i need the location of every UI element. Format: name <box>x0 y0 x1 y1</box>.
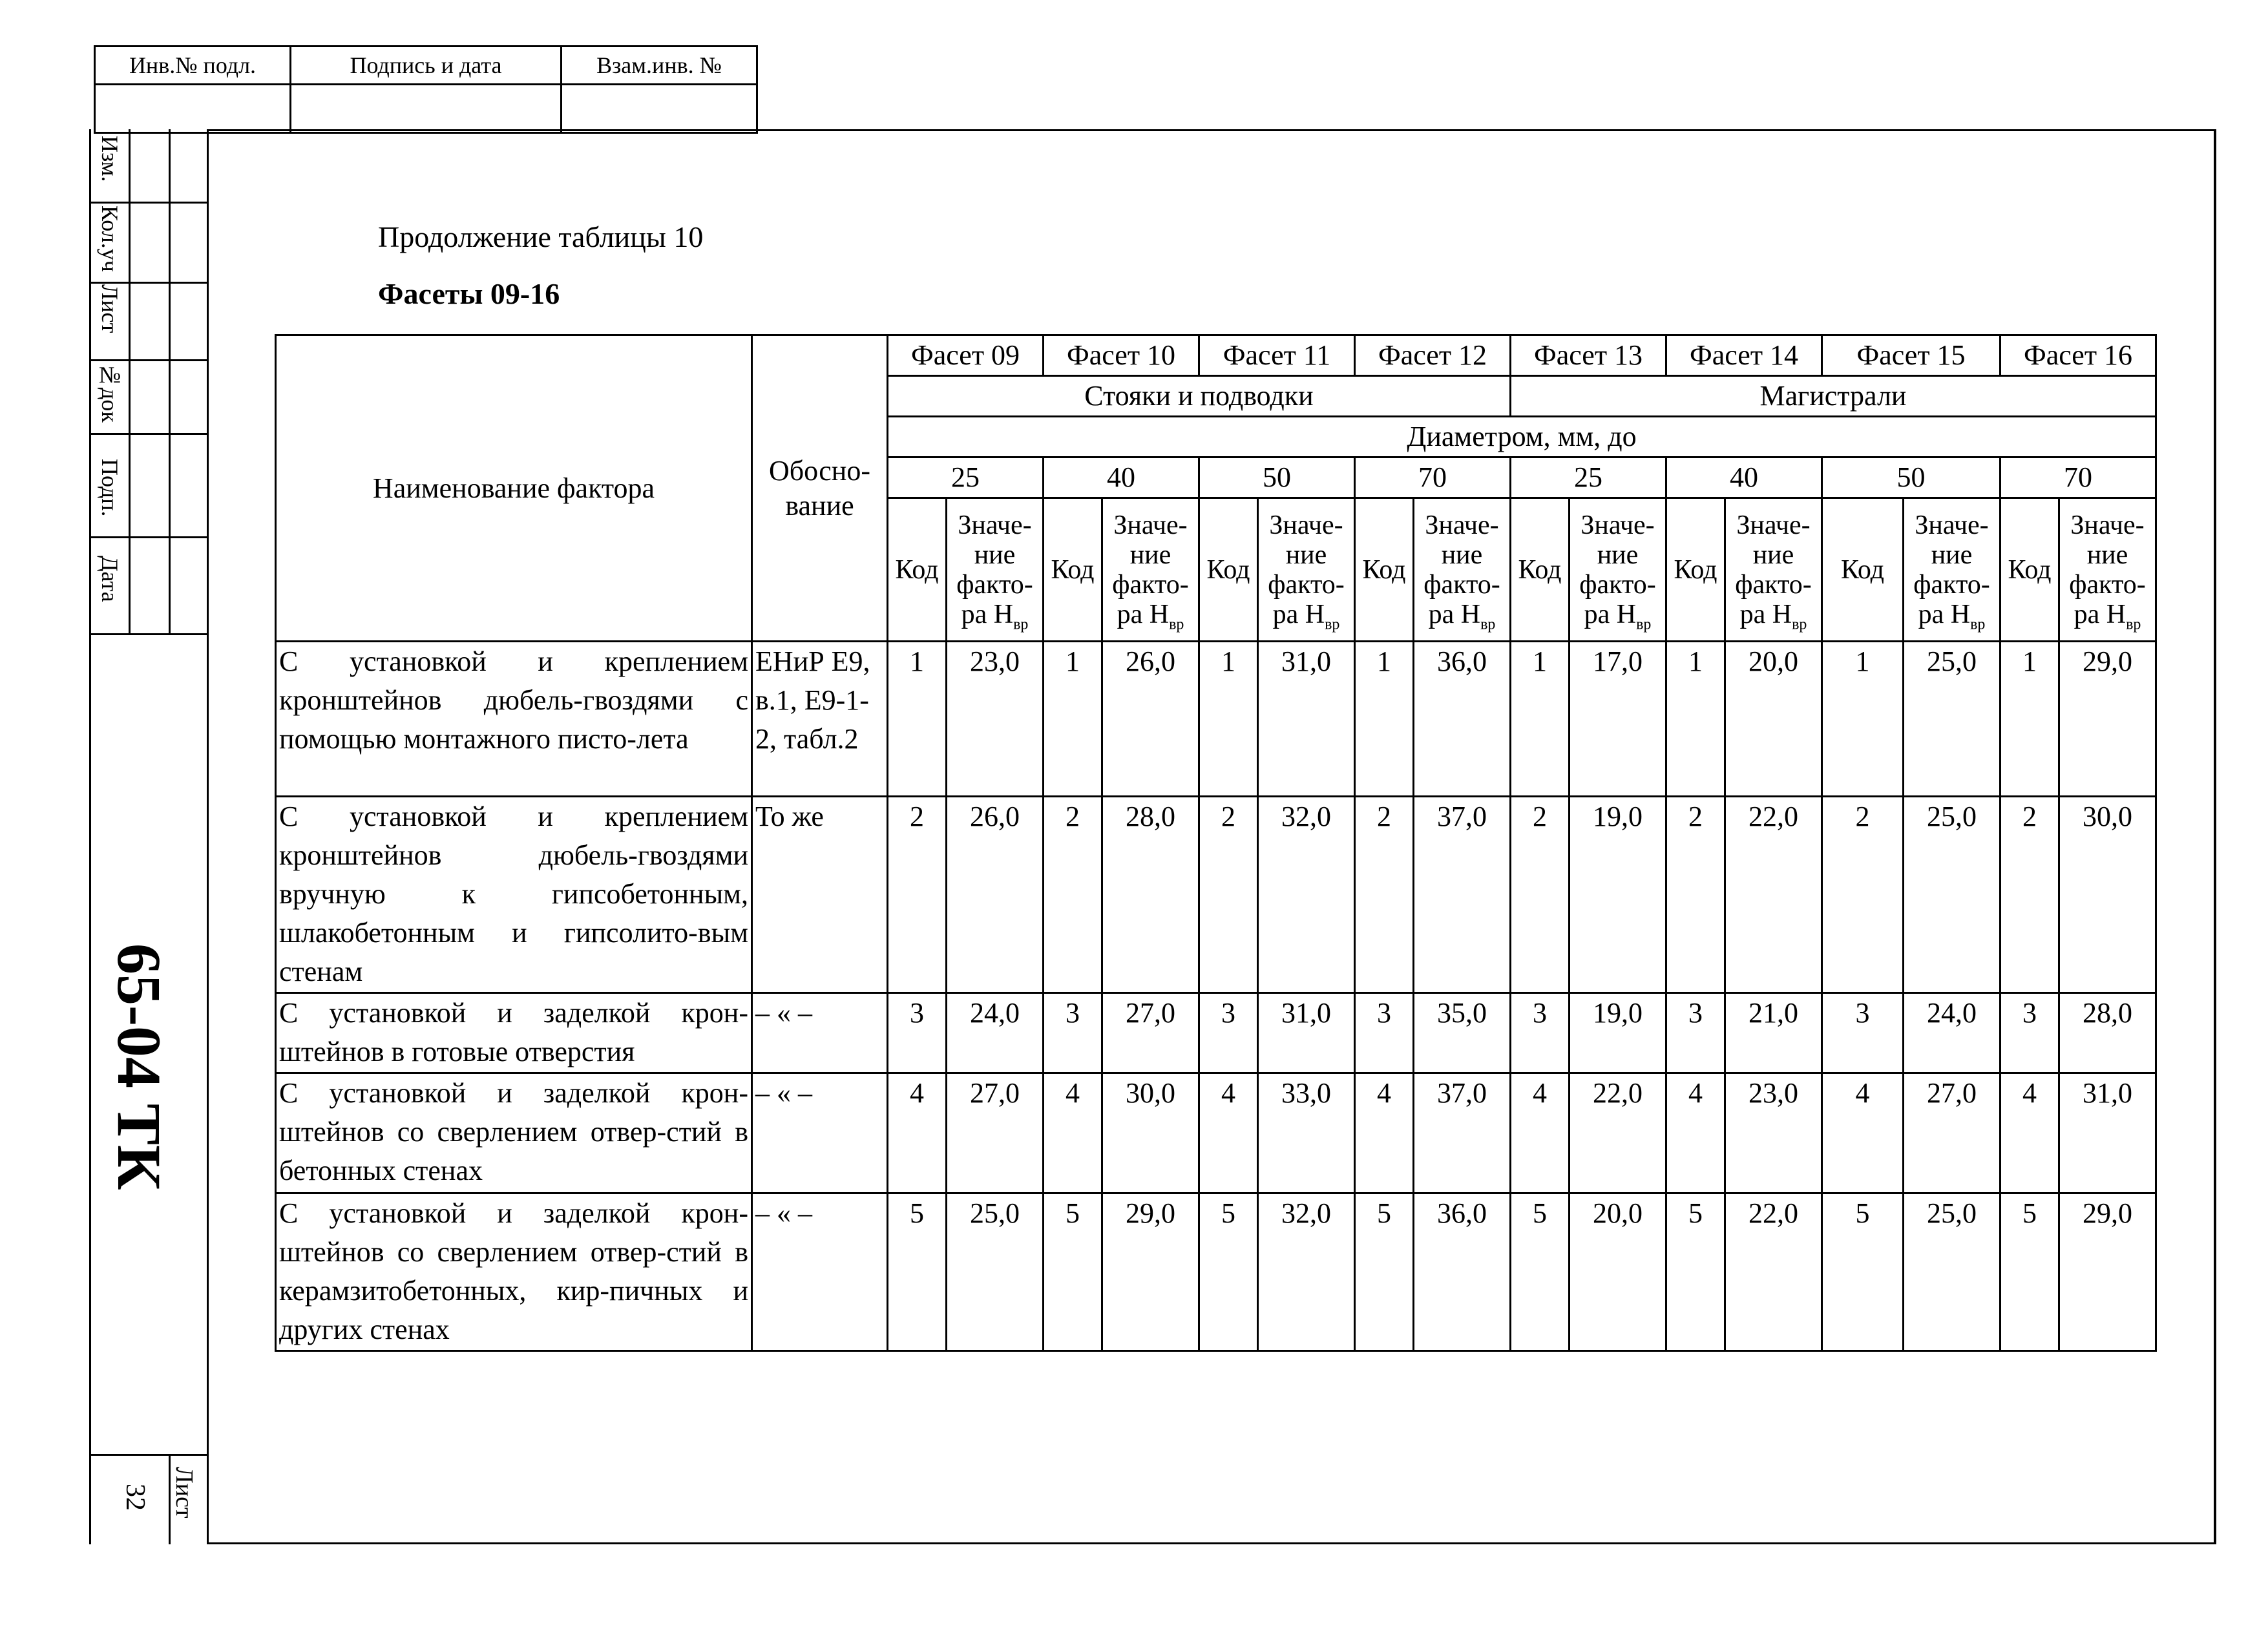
factor-basis: – « – <box>752 993 888 1073</box>
header-diameter-value: 40 <box>1666 457 1822 498</box>
side-divider <box>169 129 171 633</box>
header-code: Код <box>1822 498 1904 642</box>
cell-code: 5 <box>1511 1193 1570 1351</box>
factor-name: С установкой и заделкой крон-штейнов в готовые отверстия <box>276 993 752 1073</box>
header-code: Код <box>1199 498 1258 642</box>
cell-code: 2 <box>1355 797 1414 993</box>
cell-value: 23,0 <box>947 642 1044 797</box>
cell-value: 30,0 <box>1102 1073 1199 1193</box>
header-value: Значе- ние факто- ра $Н_{вр}$ <box>1570 498 1666 642</box>
header-value: Значе- ние факто- ра $Н_{вр}$ <box>947 498 1044 642</box>
header-facet: Фасет 09 <box>888 335 1044 376</box>
cell-value: 32,0 <box>1258 797 1355 993</box>
header-code: Код <box>1355 498 1414 642</box>
factor-basis: То же <box>752 797 888 993</box>
list-label: Лист <box>97 284 123 333</box>
vzam-inv-cell <box>562 85 757 133</box>
cell-code: 3 <box>888 993 947 1073</box>
side-divider <box>91 433 209 435</box>
header-value: Значе- ние факто- ра $Н_{вр}$ <box>2059 498 2156 642</box>
header-code: Код <box>1044 498 1102 642</box>
factor-name: С установкой и заделкой крон-штейнов со сверлением отвер-стий в бетонных стенах <box>276 1073 752 1193</box>
cell-value: 31,0 <box>2059 1073 2156 1193</box>
cell-code: 3 <box>1822 993 1904 1073</box>
kol-uch-label: Кол.уч <box>97 205 123 272</box>
side-divider <box>91 536 209 538</box>
cell-code: 1 <box>2000 642 2059 797</box>
header-value: Значе- ние факто- ра $Н_{вр}$ <box>1904 498 2000 642</box>
cell-value: 31,0 <box>1258 993 1355 1073</box>
cell-value: 26,0 <box>1102 642 1199 797</box>
sheet-number: 32 <box>120 1484 150 1511</box>
header-factor-name: Наименование фактора <box>276 335 752 642</box>
header-facet: Фасет 12 <box>1355 335 1511 376</box>
side-divider <box>91 633 209 635</box>
cell-value: 31,0 <box>1258 642 1355 797</box>
cell-code: 5 <box>1822 1193 1904 1351</box>
factor-name: С установкой и заделкой крон-штейнов со сверлением отвер-стий в керамзитобетонных, кир-пичных и других стенах <box>276 1193 752 1351</box>
header-code: Код <box>2000 498 2059 642</box>
cell-code: 2 <box>1822 797 1904 993</box>
cell-value: 25,0 <box>947 1193 1044 1351</box>
cell-value: 20,0 <box>1570 1193 1666 1351</box>
cell-value: 24,0 <box>1904 993 2000 1073</box>
header-diameter-value: 70 <box>2000 457 2156 498</box>
cell-value: 33,0 <box>1258 1073 1355 1193</box>
table-title: Фасеты 09-16 <box>378 277 560 310</box>
cell-code: 4 <box>1355 1073 1414 1193</box>
cell-value: 28,0 <box>2059 993 2156 1073</box>
header-diameter-value: 40 <box>1044 457 1199 498</box>
cell-value: 35,0 <box>1414 993 1511 1073</box>
cell-value: 27,0 <box>1102 993 1199 1073</box>
header-diameter-value: 70 <box>1355 457 1511 498</box>
cell-code: 1 <box>1044 642 1102 797</box>
cell-code: 3 <box>2000 993 2059 1073</box>
header-diameter-value: 50 <box>1822 457 2000 498</box>
approval-stamp <box>94 45 758 134</box>
cell-value: 29,0 <box>2059 642 2156 797</box>
podp-label: Подп. <box>97 459 123 517</box>
side-divider <box>91 202 209 204</box>
cell-value: 25,0 <box>1904 1193 2000 1351</box>
cell-value: 28,0 <box>1102 797 1199 993</box>
cell-code: 5 <box>1044 1193 1102 1351</box>
cell-code: 4 <box>2000 1073 2059 1193</box>
table-row <box>276 993 2156 1073</box>
cell-code: 1 <box>888 642 947 797</box>
cell-code: 2 <box>1666 797 1725 993</box>
cell-code: 5 <box>1199 1193 1258 1351</box>
cell-code: 4 <box>1044 1073 1102 1193</box>
factor-name: С установкой и креплением кронштейнов дюбель-гвоздями вручную к гипсобетонным, шлакобетонным и гипсолито-вым стенам <box>276 797 752 993</box>
header-value: Значе- ние факто- ра $Н_{вр}$ <box>1258 498 1355 642</box>
header-code: Код <box>1511 498 1570 642</box>
data-label: Дата <box>97 556 123 602</box>
cell-code: 1 <box>1355 642 1414 797</box>
cell-code: 4 <box>888 1073 947 1193</box>
factor-basis: ЕНиР Е9, в.1, Е9-1-2, табл.2 <box>752 642 888 797</box>
cell-value: 25,0 <box>1904 797 2000 993</box>
cell-value: 19,0 <box>1570 797 1666 993</box>
side-divider <box>91 359 209 361</box>
podpis-data-cell <box>291 85 562 133</box>
cell-code: 5 <box>888 1193 947 1351</box>
cell-value: 27,0 <box>947 1073 1044 1193</box>
cell-code: 3 <box>1355 993 1414 1073</box>
cell-value: 23,0 <box>1725 1073 1822 1193</box>
cell-code: 4 <box>1666 1073 1725 1193</box>
side-divider <box>91 1454 209 1456</box>
cell-code: 3 <box>1199 993 1258 1073</box>
cell-code: 4 <box>1511 1073 1570 1193</box>
cell-code: 4 <box>1199 1073 1258 1193</box>
inv-podl-cell <box>95 85 291 133</box>
cell-value: 37,0 <box>1414 1073 1511 1193</box>
cell-value: 17,0 <box>1570 642 1666 797</box>
cell-code: 1 <box>1511 642 1570 797</box>
table-row <box>276 642 2156 797</box>
cell-code: 1 <box>1822 642 1904 797</box>
cell-code: 3 <box>1044 993 1102 1073</box>
ndok-label: №док <box>97 362 123 423</box>
cell-value: 22,0 <box>1725 797 1822 993</box>
cell-value: 32,0 <box>1258 1193 1355 1351</box>
cell-code: 1 <box>1666 642 1725 797</box>
cell-code: 3 <box>1511 993 1570 1073</box>
header-facet: Фасет 16 <box>2000 335 2156 376</box>
header-value: Значе- ние факто- ра $Н_{вр}$ <box>1725 498 1822 642</box>
izm-label: Изм. <box>97 136 123 182</box>
table-row <box>276 1073 2156 1193</box>
cell-value: 37,0 <box>1414 797 1511 993</box>
header-facet: Фасет 15 <box>1822 335 2000 376</box>
header-diameter-value: 50 <box>1199 457 1355 498</box>
header-basis: Обосно-вание <box>752 335 888 642</box>
cell-code: 5 <box>1666 1193 1725 1351</box>
cell-code: 5 <box>1355 1193 1414 1351</box>
vzam-inv-label: Взам.инв. № <box>562 47 757 85</box>
side-divider <box>129 129 131 633</box>
cell-code: 2 <box>1044 797 1102 993</box>
cell-code: 2 <box>888 797 947 993</box>
table-row <box>276 1193 2156 1351</box>
cell-code: 5 <box>2000 1193 2059 1351</box>
cell-value: 24,0 <box>947 993 1044 1073</box>
cell-value: 26,0 <box>947 797 1044 993</box>
cell-code: 4 <box>1822 1073 1904 1193</box>
cell-value: 22,0 <box>1570 1073 1666 1193</box>
cell-value: 36,0 <box>1414 642 1511 797</box>
table-continuation: Продолжение таблицы 10 <box>378 220 704 253</box>
sheet-label: Лист <box>171 1467 198 1518</box>
side-stamp <box>89 129 207 1544</box>
cell-value: 21,0 <box>1725 993 1822 1073</box>
factor-basis: – « – <box>752 1073 888 1193</box>
header-value: Значе- ние факто- ра $Н_{вр}$ <box>1414 498 1511 642</box>
cell-value: 22,0 <box>1725 1193 1822 1351</box>
table-row <box>276 797 2156 993</box>
factor-name: С установкой и креплением кронштейнов дюбель-гвоздями с помощью монтажного писто-лета <box>276 642 752 797</box>
cell-value: 36,0 <box>1414 1193 1511 1351</box>
header-diameter: Диаметром, мм, до <box>888 417 2156 457</box>
cell-value: 19,0 <box>1570 993 1666 1073</box>
cell-value: 29,0 <box>1102 1193 1199 1351</box>
header-group-mains: Магистрали <box>1511 376 2156 417</box>
inv-podl-label: Инв.№ подл. <box>95 47 291 85</box>
side-divider <box>91 282 209 284</box>
header-diameter-value: 25 <box>1511 457 1666 498</box>
cell-code: 2 <box>2000 797 2059 993</box>
header-facet: Фасет 10 <box>1044 335 1199 376</box>
header-code: Код <box>888 498 947 642</box>
header-group-risers: Стояки и подводки <box>888 376 1511 417</box>
header-diameter-value: 25 <box>888 457 1044 498</box>
header-facet: Фасет 13 <box>1511 335 1666 376</box>
cell-value: 29,0 <box>2059 1193 2156 1351</box>
podpis-data-label: Подпись и дата <box>291 47 562 85</box>
cell-value: 27,0 <box>1904 1073 2000 1193</box>
cell-code: 3 <box>1666 993 1725 1073</box>
factor-basis: – « – <box>752 1193 888 1351</box>
header-code: Код <box>1666 498 1725 642</box>
cell-value: 25,0 <box>1904 642 2000 797</box>
cell-value: 20,0 <box>1725 642 1822 797</box>
facets-table <box>275 334 2157 1352</box>
header-facet: Фасет 14 <box>1666 335 1822 376</box>
cell-code: 1 <box>1199 642 1258 797</box>
document-code: 65-04 ТК <box>105 943 174 1190</box>
cell-code: 2 <box>1199 797 1258 993</box>
cell-value: 30,0 <box>2059 797 2156 993</box>
cell-code: 2 <box>1511 797 1570 993</box>
header-facet: Фасет 11 <box>1199 335 1355 376</box>
header-value: Значе- ние факто- ра $Н_{вр}$ <box>1102 498 1199 642</box>
